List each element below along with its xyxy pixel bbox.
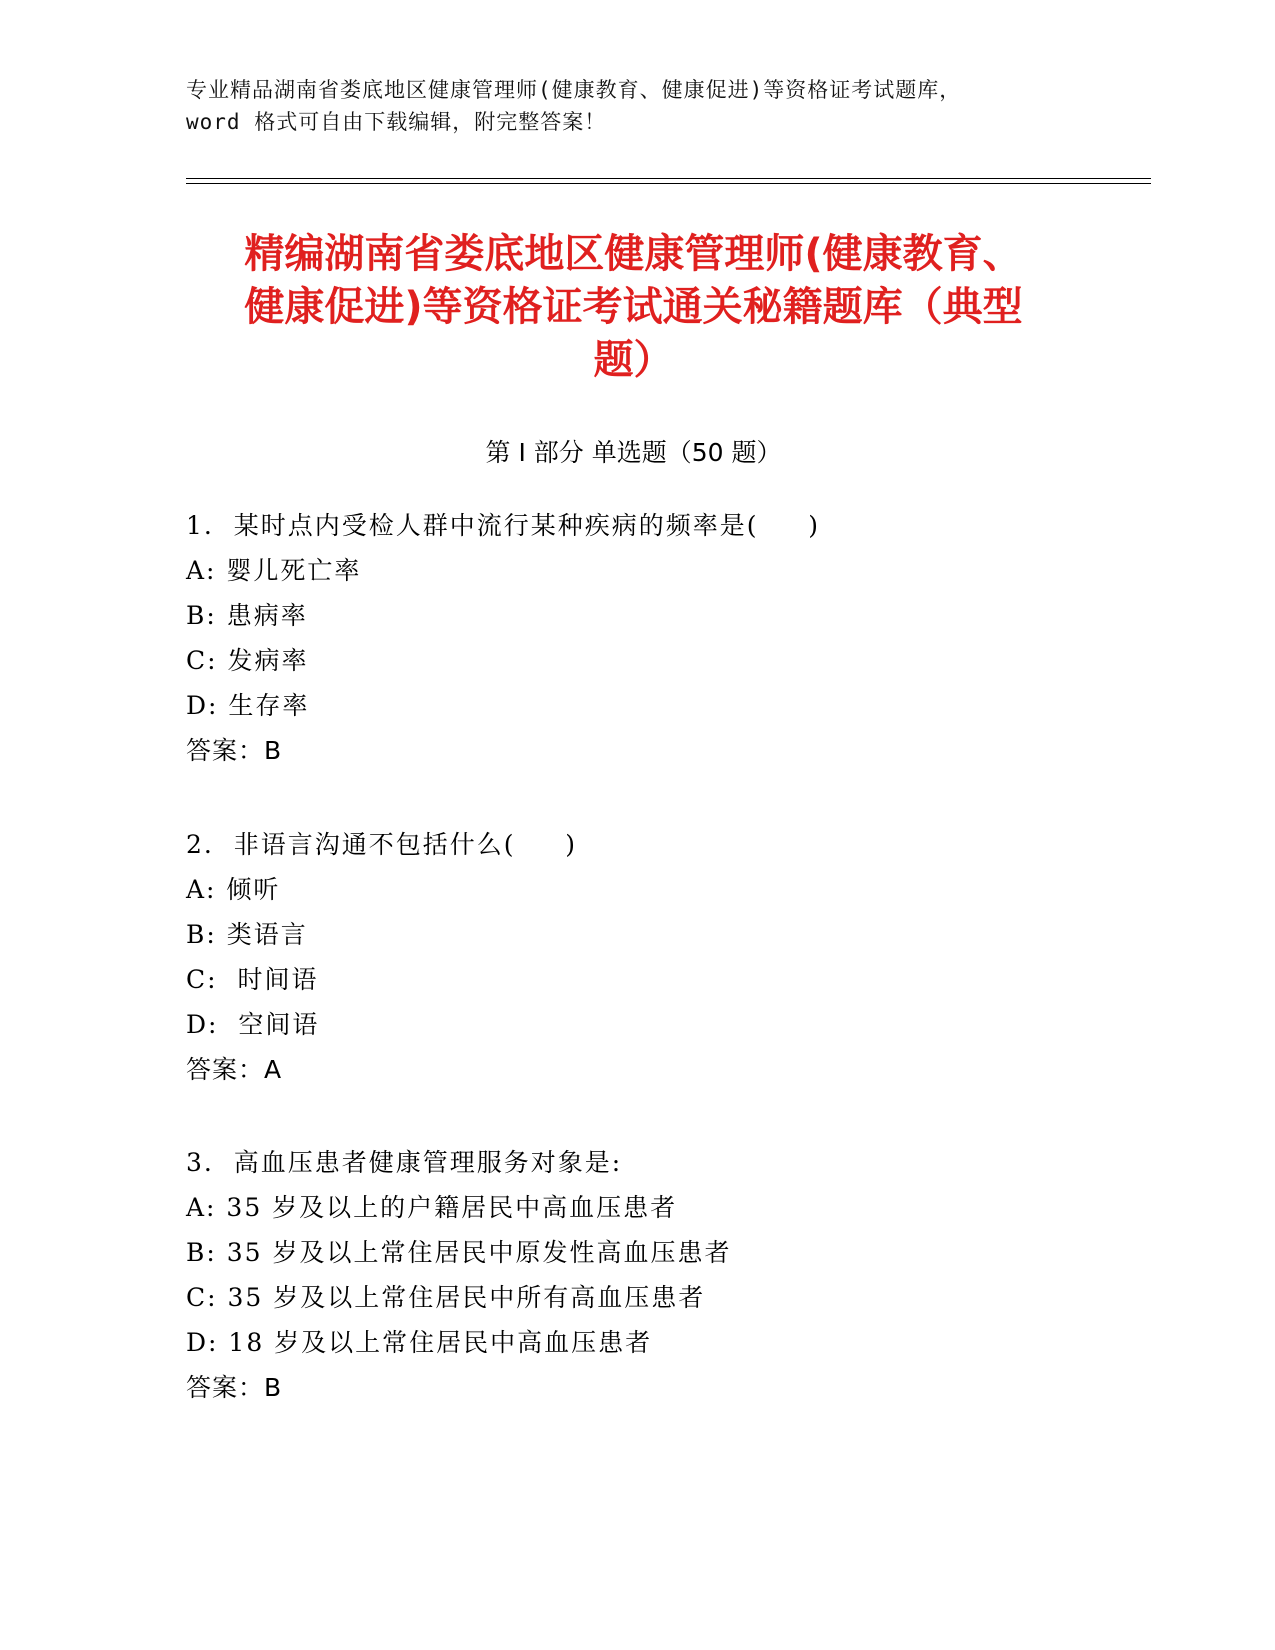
question-3 <box>186 1140 1086 1410</box>
option-d: D: 18 岁及以上常住居民中高血压患者 <box>186 1328 653 1357</box>
option-b: B: 患病率 <box>186 601 308 630</box>
option-c: C: 35 岁及以上常住居民中所有高血压患者 <box>186 1283 706 1312</box>
answer: 答案：A <box>186 1055 283 1084</box>
answer: 答案：B <box>186 1373 283 1402</box>
option-d: D: 生存率 <box>186 691 310 720</box>
option-b: B: 35 岁及以上常住居民中原发性高血压患者 <box>186 1238 732 1267</box>
document-title-line-1: 精编湖南省娄底地区健康管理师(健康教育、 <box>244 231 1023 277</box>
section-title: 第 I 部分 单选题（50 题） <box>485 438 782 467</box>
option-c: C: 时间语 <box>186 965 319 994</box>
option-a: A: 35 岁及以上的户籍居民中高血压患者 <box>186 1193 678 1222</box>
option-d: D: 空间语 <box>186 1010 320 1039</box>
document-title-line-2: 健康促进)等资格证考试通关秘籍题库（典型 <box>244 284 1023 330</box>
header-note-line-2: word 格式可自由下载编辑，附完整答案！ <box>186 110 607 134</box>
question-stem: 3. 高血压患者健康管理服务对象是: <box>186 1148 623 1177</box>
document-title <box>186 228 1081 387</box>
document-title-line-3: 题） <box>593 337 674 383</box>
option-c: C: 发病率 <box>186 646 309 675</box>
header-divider-bottom <box>186 183 1151 184</box>
question-1 <box>186 503 1086 773</box>
question-stem: 2. 非语言沟通不包括什么( ) <box>186 830 577 859</box>
header-divider-top <box>186 178 1151 179</box>
option-a: A: 倾听 <box>186 875 281 904</box>
question-2 <box>186 822 1086 1092</box>
question-stem: 1. 某时点内受检人群中流行某种疾病的频率是( ) <box>186 511 820 540</box>
option-b: B: 类语言 <box>186 920 308 949</box>
header-note-line-1: 专业精品湖南省娄底地区健康管理师(健康教育、健康促进)等资格证考试题库， <box>186 78 962 102</box>
option-a: A: 婴儿死亡率 <box>186 556 362 585</box>
answer: 答案：B <box>186 736 283 765</box>
header-note <box>186 74 1106 138</box>
